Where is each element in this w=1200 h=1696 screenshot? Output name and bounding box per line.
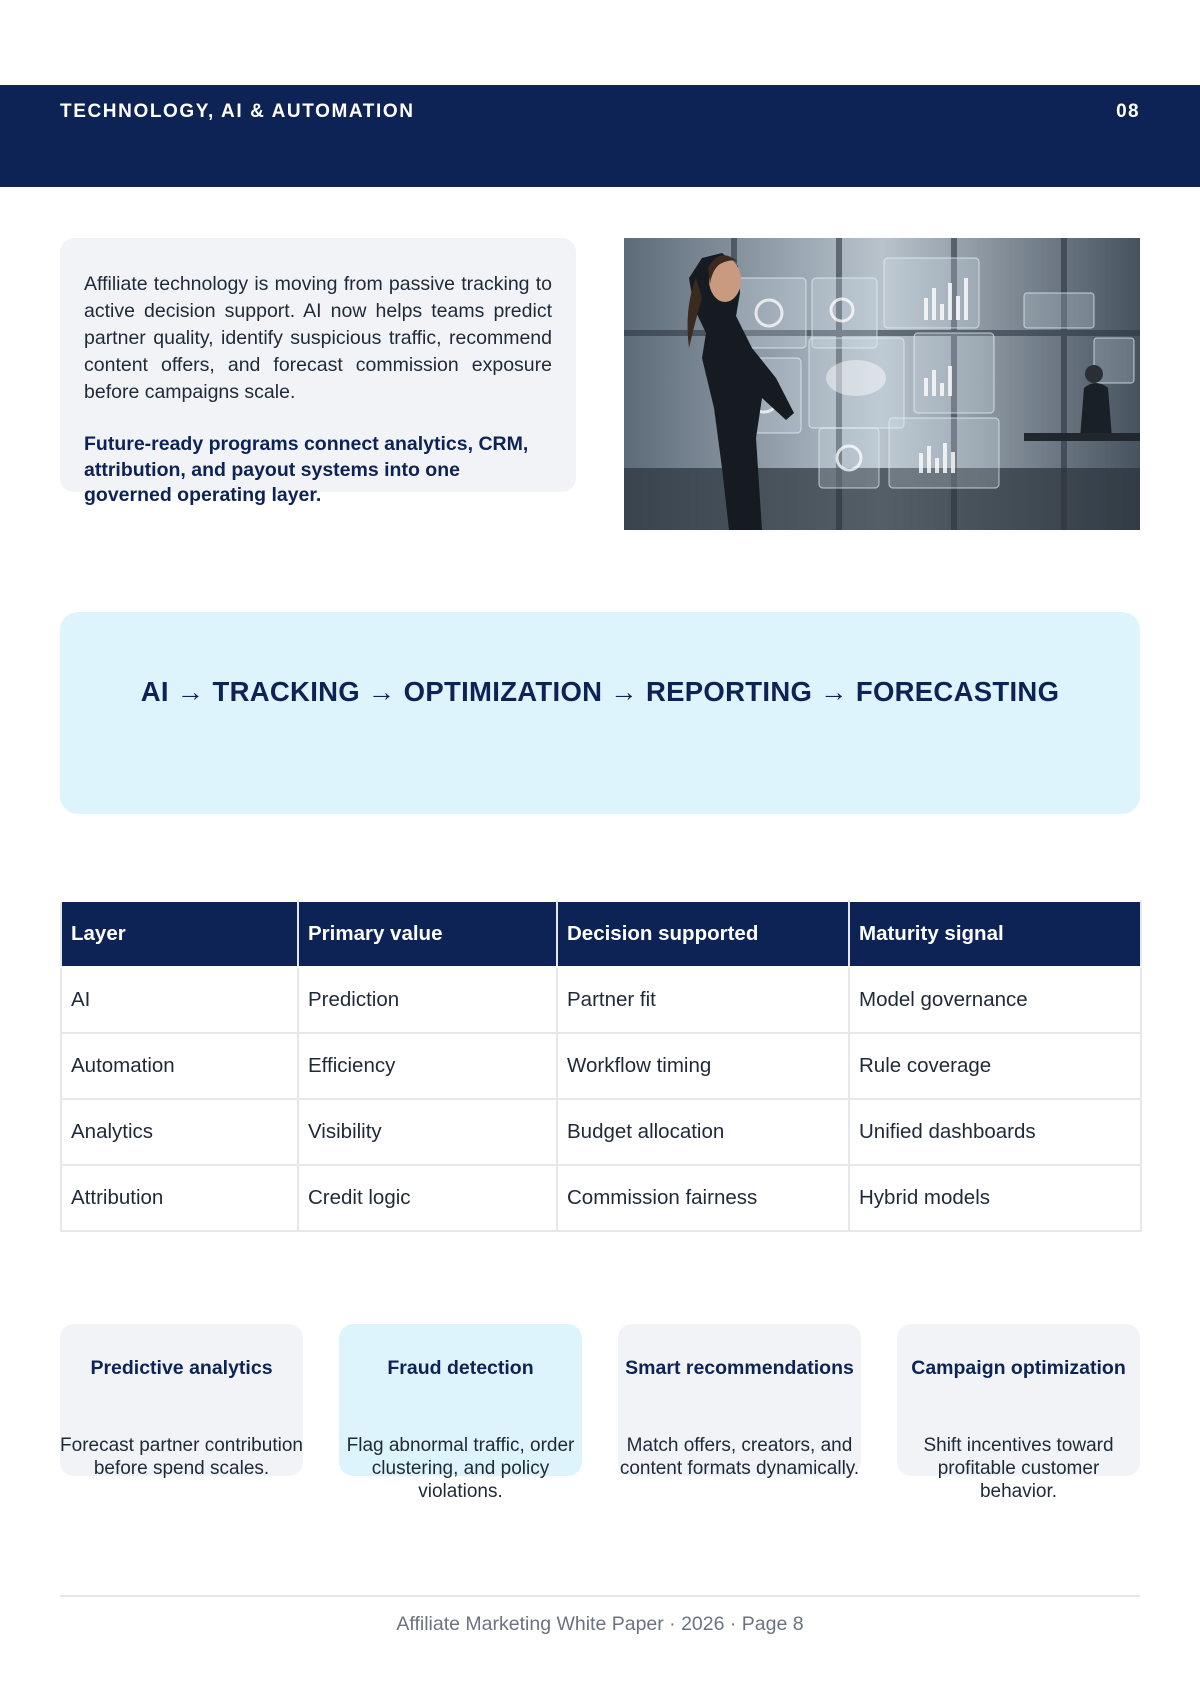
table-cell: Model governance bbox=[849, 967, 1141, 1033]
table-cell: Attribution bbox=[61, 1165, 298, 1231]
capability-title: Campaign optimization bbox=[911, 1357, 1126, 1379]
capability-title: Fraud detection bbox=[387, 1357, 534, 1379]
table-cell: Rule coverage bbox=[849, 1033, 1141, 1099]
table-row bbox=[61, 1033, 1141, 1099]
capability-title: Predictive analytics bbox=[90, 1357, 273, 1379]
intro-body-text: Affiliate technology is moving from passive tracking to active decision support. AI now helps teams predict partner quality, identify suspicious traffic, recommend content offers, and forecast commission exposure before campaigns scale. bbox=[84, 273, 552, 403]
table-cell: Unified dashboards bbox=[849, 1099, 1141, 1165]
capability-description: Forecast partner contribution before spend scales. bbox=[60, 1435, 303, 1479]
process-flow-banner bbox=[60, 612, 1140, 814]
table-row bbox=[61, 1099, 1141, 1165]
table-cell: Credit logic bbox=[298, 1165, 557, 1231]
table-cell: Partner fit bbox=[557, 967, 849, 1033]
table-cell: Automation bbox=[61, 1033, 298, 1099]
table-header-row bbox=[61, 901, 1141, 967]
table-cell: Budget allocation bbox=[557, 1099, 849, 1165]
section-title: TECHNOLOGY, AI & AUTOMATION bbox=[60, 101, 415, 122]
column-header: Maturity signal bbox=[849, 901, 1141, 967]
table-cell: Analytics bbox=[61, 1099, 298, 1165]
table-cell: AI bbox=[61, 967, 298, 1033]
column-header: Decision supported bbox=[557, 901, 849, 967]
woman-at-holographic-dashboard-photo bbox=[624, 238, 1140, 530]
table-cell: Visibility bbox=[298, 1099, 557, 1165]
column-header: Primary value bbox=[298, 901, 557, 967]
technology-layers-table bbox=[60, 900, 1142, 1232]
capability-description: Shift incentives toward profitable customer behavior. bbox=[923, 1435, 1114, 1502]
table-row bbox=[61, 1165, 1141, 1231]
section-header-bar bbox=[0, 85, 1200, 187]
table-row bbox=[61, 967, 1141, 1033]
table-cell: Efficiency bbox=[298, 1033, 557, 1099]
table-cell: Commission fairness bbox=[557, 1165, 849, 1231]
intro-emphasis-text: Future-ready programs connect analytics, CRM, attribution, and payout systems into one governed operating layer. bbox=[84, 433, 529, 506]
page-number: 08 bbox=[1116, 101, 1140, 122]
footer-text: Affiliate Marketing White Paper · 2026 · Page 8 bbox=[396, 1613, 804, 1635]
table-cell: Prediction bbox=[298, 967, 557, 1033]
table-cell: Hybrid models bbox=[849, 1165, 1141, 1231]
capability-title: Smart recommendations bbox=[625, 1357, 854, 1379]
table-cell: Workflow timing bbox=[557, 1033, 849, 1099]
capability-description: Match offers, creators, and content formats dynamically. bbox=[619, 1435, 860, 1479]
capability-description: Flag abnormal traffic, order clustering, and policy violations. bbox=[346, 1435, 575, 1502]
column-header: Layer bbox=[61, 901, 298, 967]
footer-divider bbox=[60, 1595, 1140, 1597]
process-flow-text: AI → TRACKING → OPTIMIZATION → REPORTING → FORECASTING bbox=[140, 676, 1060, 707]
